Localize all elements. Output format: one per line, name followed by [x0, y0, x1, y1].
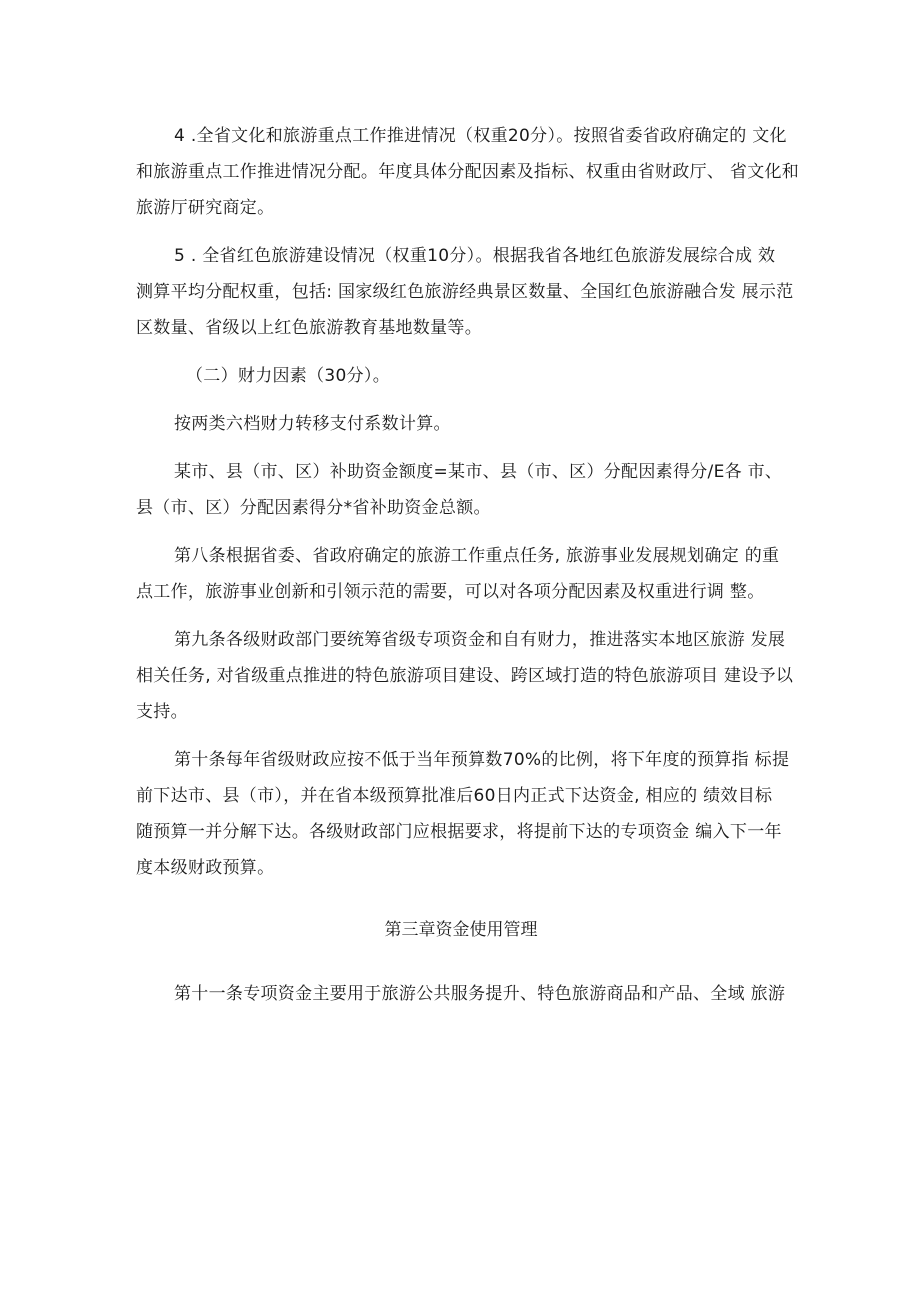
article-11	[136, 976, 786, 1012]
text-line: 按两类六档财力转移支付系数计算。	[174, 414, 451, 434]
text-line: 第十一条专项资金主要用于旅游公共服务提升、特色旅游商品和产品、全域 旅游	[174, 984, 786, 1004]
text-line: 支持。	[136, 702, 188, 722]
text-line: 4 .全省文化和旅游重点工作推进情况（权重20分）。按照省委省政府确定的 文化	[174, 126, 787, 146]
section-financial-factor	[136, 358, 786, 394]
paragraph-item-5	[136, 238, 794, 346]
paragraph-formula	[136, 454, 786, 526]
text-line: 测算平均分配权重，包括: 国家级红色旅游经典景区数量、全国红色旅游融合发 展示范	[136, 282, 794, 302]
text-line: 相关任务, 对省级重点推进的特色旅游项目建设、跨区域打造的特色旅游项目 建设予以	[136, 666, 794, 686]
paragraph-item-4	[136, 118, 800, 226]
text-line: 随预算一并分解下达。各级财政部门应根据要求，将提前下达的专项资金 编入下一年	[136, 822, 782, 842]
article-9	[136, 622, 794, 730]
text-line: 第八条根据省委、省政府确定的旅游工作重点任务, 旅游事业发展规划确定 的重	[174, 546, 780, 566]
article-8	[136, 538, 786, 610]
text-line: 度本级财政预算。	[136, 858, 275, 878]
text-line: 点工作，旅游事业创新和引领示范的需要，可以对各项分配因素及权重进行调 整。	[136, 582, 765, 602]
text-line: 5 . 全省红色旅游建设情况（权重10分）。根据我省各地红色旅游发展综合成 效	[174, 246, 776, 266]
text-line: 某市、县（市、区）补助资金额度=某市、县（市、区）分配因素得分/E各 市、	[174, 462, 783, 482]
chapter-heading: 第三章资金使用管理	[384, 920, 538, 940]
article-10	[136, 742, 790, 886]
paragraph-calculation	[136, 406, 786, 442]
text-line: 前下达市、县（市），并在省本级预算批准后60日内正式下达资金, 相应的 绩效目标	[136, 786, 773, 806]
text-line: 旅游厅研究商定。	[136, 198, 275, 218]
document-body	[136, 118, 800, 1024]
text-line: （二）财力因素（30分）。	[186, 366, 391, 386]
text-line: 区数量、省级以上红色旅游教育基地数量等。	[136, 318, 482, 338]
text-line: 和旅游重点工作推进情况分配。年度具体分配因素及指标、权重由省财政厅、 省文化和	[136, 162, 800, 182]
text-line: 县（市、区）分配因素得分*省补助资金总额。	[136, 498, 491, 518]
text-line: 第十条每年省级财政应按不低于当年预算数70%的比例，将下年度的预算指 标提	[174, 750, 790, 770]
text-line: 第九条各级财政部门要统筹省级专项资金和自有财力，推进落实本地区旅游 发展	[174, 630, 786, 650]
